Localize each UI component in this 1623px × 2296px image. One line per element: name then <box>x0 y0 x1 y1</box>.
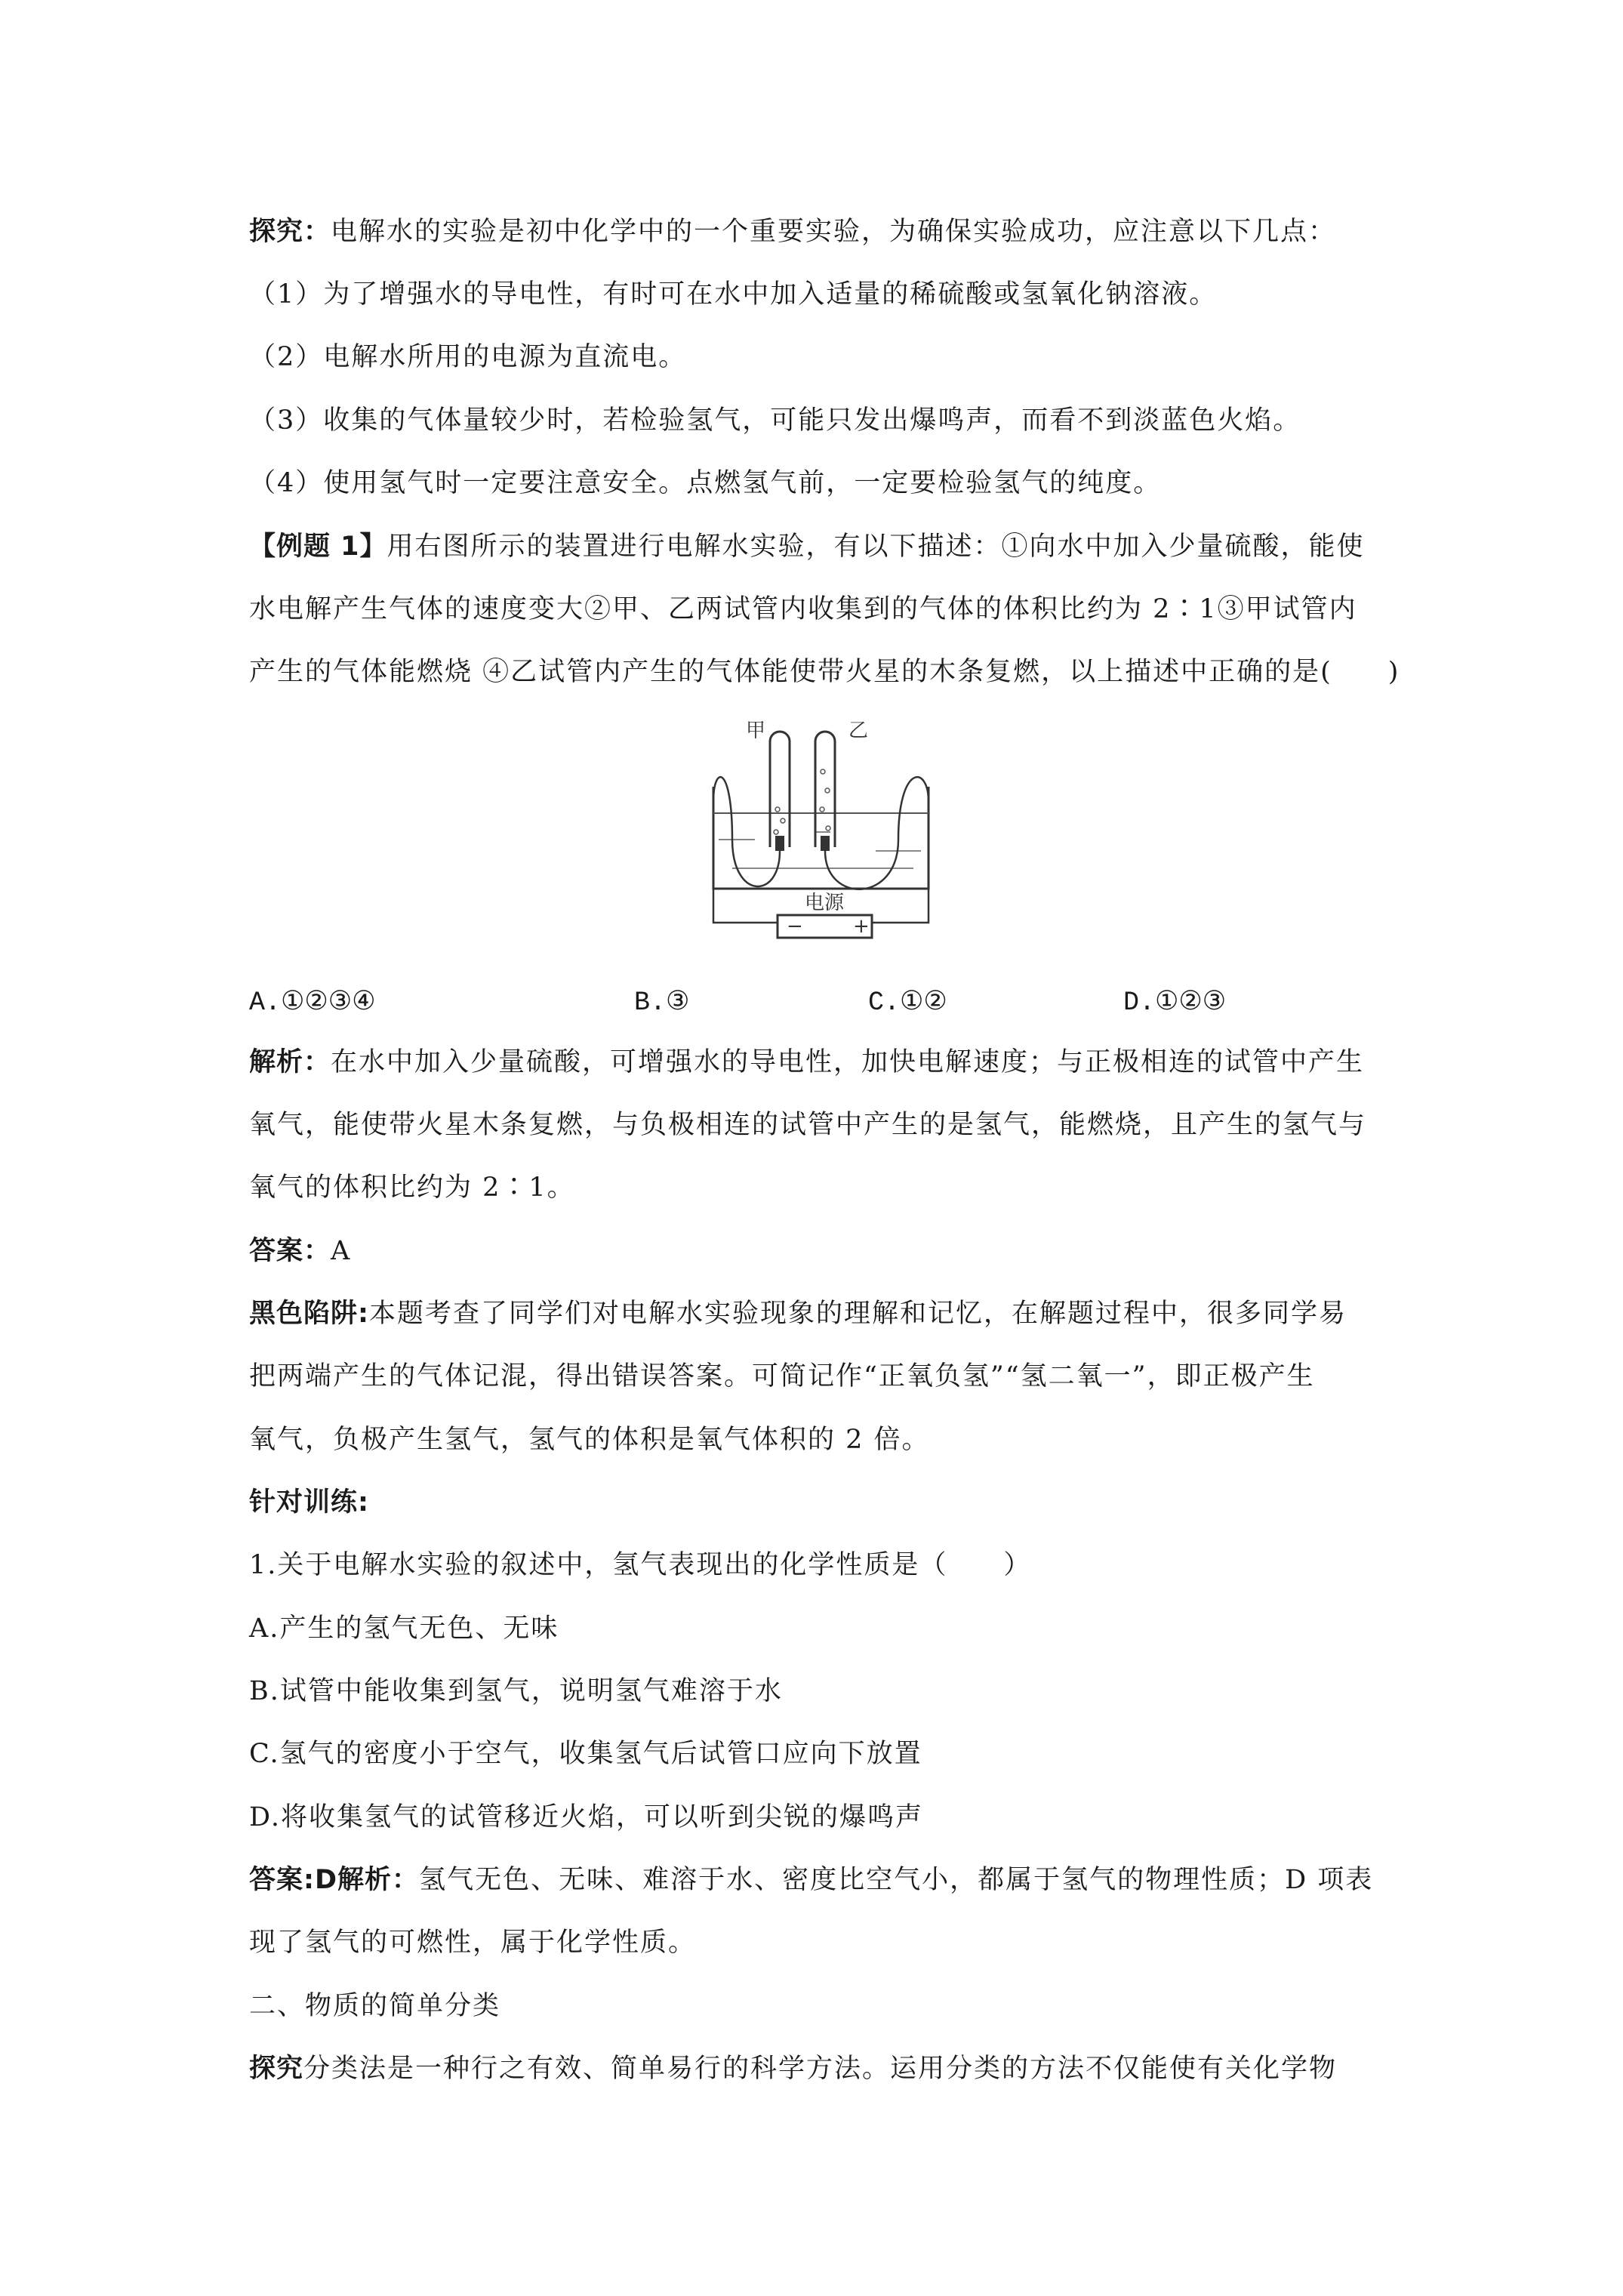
practice-option-b: B.试管中能收集到氢气，说明氢气难溶于水 <box>249 1676 783 1706</box>
practice-option-a: A.产生的氢气无色、无味 <box>249 1613 559 1644</box>
explore-classification-text: 分类法是一种行之有效、简单易行的科学方法。运用分类的方法不仅能使有关化学物 <box>303 2054 1338 2084</box>
pitfall-line-3: 氧气，负极产生氢气，氢气的体积是氧气体积的 2 倍。 <box>249 1425 930 1455</box>
explore-label-2: 探究 <box>249 2054 304 2084</box>
electrolysis-diagram <box>702 719 944 960</box>
electrolysis-apparatus-figure <box>702 719 944 960</box>
practice-answer-line-2: 现了氢气的可燃性，属于化学性质。 <box>249 1928 697 1958</box>
note-4: （4）使用氢气时一定要注意安全。点燃氢气前，一定要检验氢气的纯度。 <box>249 468 1162 498</box>
answer-line <box>249 1234 351 1268</box>
analysis-line-3: 氧气的体积比约为 2∶1。 <box>249 1173 575 1203</box>
option-d: D.①②③ <box>1123 988 1227 1018</box>
analysis-line-1 <box>249 1046 1364 1079</box>
example-1-line-1 <box>249 530 1365 563</box>
analysis-line-2: 氧气，能使带火星木条复燃，与负极相连的试管中产生的是氢气，能燃烧，且产生的氢气与 <box>249 1110 1367 1140</box>
paragraph-explore-intro <box>249 215 1336 248</box>
electrode-left <box>775 836 784 851</box>
practice-option-d: D.将收集氢气的试管移近火焰，可以听到尖锐的爆鸣声 <box>249 1802 923 1832</box>
section-heading-classification: 二、物质的简单分类 <box>249 1991 501 2021</box>
example-1-text: 用右图所示的装置进行电解水实验，有以下描述：①向水中加入少量硫酸，能使 <box>387 532 1365 562</box>
pitfall-line-2: 把两端产生的气体记混，得出错误答案。可简记作“正氧负氢”“氢二氧一”，即正极产生 <box>249 1361 1315 1391</box>
answer-label: 答案： <box>249 1236 331 1266</box>
tube-label-jia: 甲 <box>746 720 766 742</box>
positive-terminal-label: + <box>853 915 870 938</box>
analysis-text: 在水中加入少量硫酸，可增强水的导电性，加快电解速度；与正极相连的试管中产生 <box>331 1047 1365 1077</box>
answer-value: A <box>331 1236 352 1266</box>
option-c: C.①② <box>868 988 947 1018</box>
option-b: B.③ <box>634 988 690 1018</box>
practice-option-c: C.氢气的密度小于空气，收集氢气后试管口应向下放置 <box>249 1739 922 1769</box>
option-a: A.①②③④ <box>249 988 376 1018</box>
example-1-label: 【例题 1】 <box>249 532 387 562</box>
pitfall-text: 本题考查了同学们对电解水实验现象的理解和记忆，在解题过程中，很多同学易 <box>369 1299 1347 1329</box>
note-3: （3）收集的气体量较少时，若检验氢气，可能只发出爆鸣声，而看不到淡蓝色火焰。 <box>249 405 1301 436</box>
practice-answer-text: 氢气无色、无味、难溶于水、密度比空气小，都属于氢气的物理性质；D 项表 <box>419 1865 1374 1895</box>
negative-terminal-label: − <box>787 915 803 938</box>
explore-intro-text: 电解水的实验是初中化学中的一个重要实验，为确保实验成功，应注意以下几点： <box>331 217 1337 247</box>
note-2: （2）电解水所用的电源为直流电。 <box>249 342 687 372</box>
example-1-line-3: 产生的气体能燃烧 ④乙试管内产生的气体能使带火星的木条复燃，以上描述中正确的是( ) <box>249 657 1400 687</box>
power-supply-label: 电源 <box>805 892 845 914</box>
electrode-right <box>821 836 830 851</box>
pitfall-label: 黑色陷阱: <box>249 1299 369 1329</box>
pitfall-line-1 <box>249 1297 1347 1330</box>
note-1: （1）为了增强水的导电性，有时可在水中加入适量的稀硫酸或氢氧化钠溶液。 <box>249 279 1218 310</box>
practice-answer-line-1 <box>249 1863 1373 1897</box>
tube-label-yi: 乙 <box>848 720 869 742</box>
practice-question-1: 1.关于电解水实验的叙述中，氢气表现出的化学性质是（ ） <box>249 1550 1032 1580</box>
practice-heading: 针对训练: <box>249 1487 369 1518</box>
example-1-line-2: 水电解产生气体的速度变大②甲、乙两试管内收集到的气体的体积比约为 2∶1③甲试管内 <box>249 594 1357 624</box>
practice-answer-label: 答案:D解析： <box>249 1865 420 1895</box>
explore-label: 探究： <box>249 217 331 247</box>
explore-classification-line <box>249 2052 1337 2085</box>
analysis-label: 解析： <box>249 1047 331 1077</box>
